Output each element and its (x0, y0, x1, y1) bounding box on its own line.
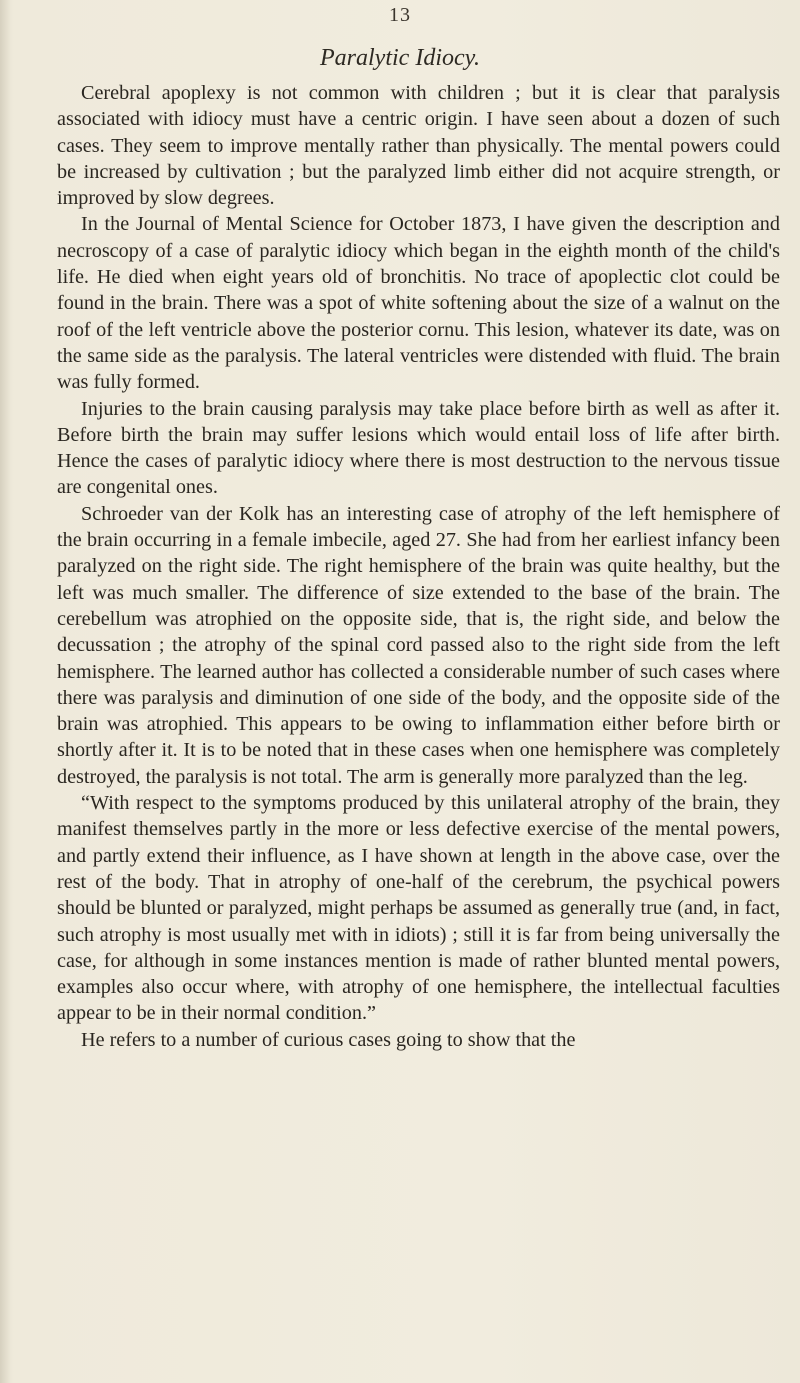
running-head: Paralytic Idiocy. (320, 45, 480, 71)
paragraph: He refers to a number of curious cases going to show that the (81, 1028, 576, 1051)
body-text (57, 80, 780, 1053)
paragraph: “With respect to the symptoms produced by this unilateral atrophy of the brain, they manifest themselves partly in the more or less defective exercise of the mental powers, and partly extend their influence, as I have shown at length in the above case, over the rest of the body. That in atrophy of one-half of the cerebrum, the psychical powers should be blunted or paralyzed, might perhaps be assumed as generally true (and, in fact, such atrophy is most usually met with in idiots) ; still it is far from being universally the case, for although in some instances mention is made of rather blunted mental powers, examples also occur where, with atrophy of one hemisphere, the intellectual faculties appear to be in their normal condition.” (57, 792, 780, 1025)
paragraph: Schroeder van der Kolk has an interesting case of atrophy of the left hemisphere of the brain occurring in a female imbecile, aged 27. She had from her earliest infancy been paralyzed on the right side. The right hemisphere of the brain was quite healthy, but the left was much smaller. The difference of size extended to the base of the brain. The cerebellum was atrophied on the opposite side, that is, the right side, and below the decussation ; the atrophy of the spinal cord passed also to the right side from the left hemisphere. The learned author has collected a considerable number of such cases where there was paralysis and diminution of one side of the body, and the opposite side of the brain was atrophied. This appears to be owing to inflammation either before birth or shortly after it. It is to be noted that in these cases when one hemisphere was completely destroyed, the paralysis is not total. The arm is generally more paralyzed than the leg. (57, 502, 780, 788)
page-number: 13 (389, 4, 411, 26)
page-gutter (0, 0, 10, 1383)
paragraph: Injuries to the brain causing paralysis may take place before birth as well as after it. Before birth the brain may suffer lesions which would entail loss of life after birth. Hence the cases of paralytic idiocy where there is most destruction to the nervous tissue are congenital ones. (57, 397, 780, 499)
paragraph: In the Journal of Mental Science for October 1873, I have given the description and necroscopy of a case of paralytic idiocy which began in the eighth month of the child's life. He died when eight years old of bronchitis. No trace of apoplectic clot could be found in the brain. There was a spot of white softening about the size of a walnut on the roof of the left ventricle above the posterior cornu. This lesion, whatever its date, was on the same side as the paralysis. The lateral ventricles were distended with fluid. The brain was fully formed. (57, 213, 780, 394)
paragraph: Cerebral apoplexy is not common with children ; but it is clear that paralysis associated with idiocy must have a centric origin. I have seen about a dozen of such cases. They seem to improve mentally rather than physically. The mental powers could be increased by cultivation ; but the paralyzed limb either did not acquire strength, or improved by slow degrees. (57, 82, 780, 210)
